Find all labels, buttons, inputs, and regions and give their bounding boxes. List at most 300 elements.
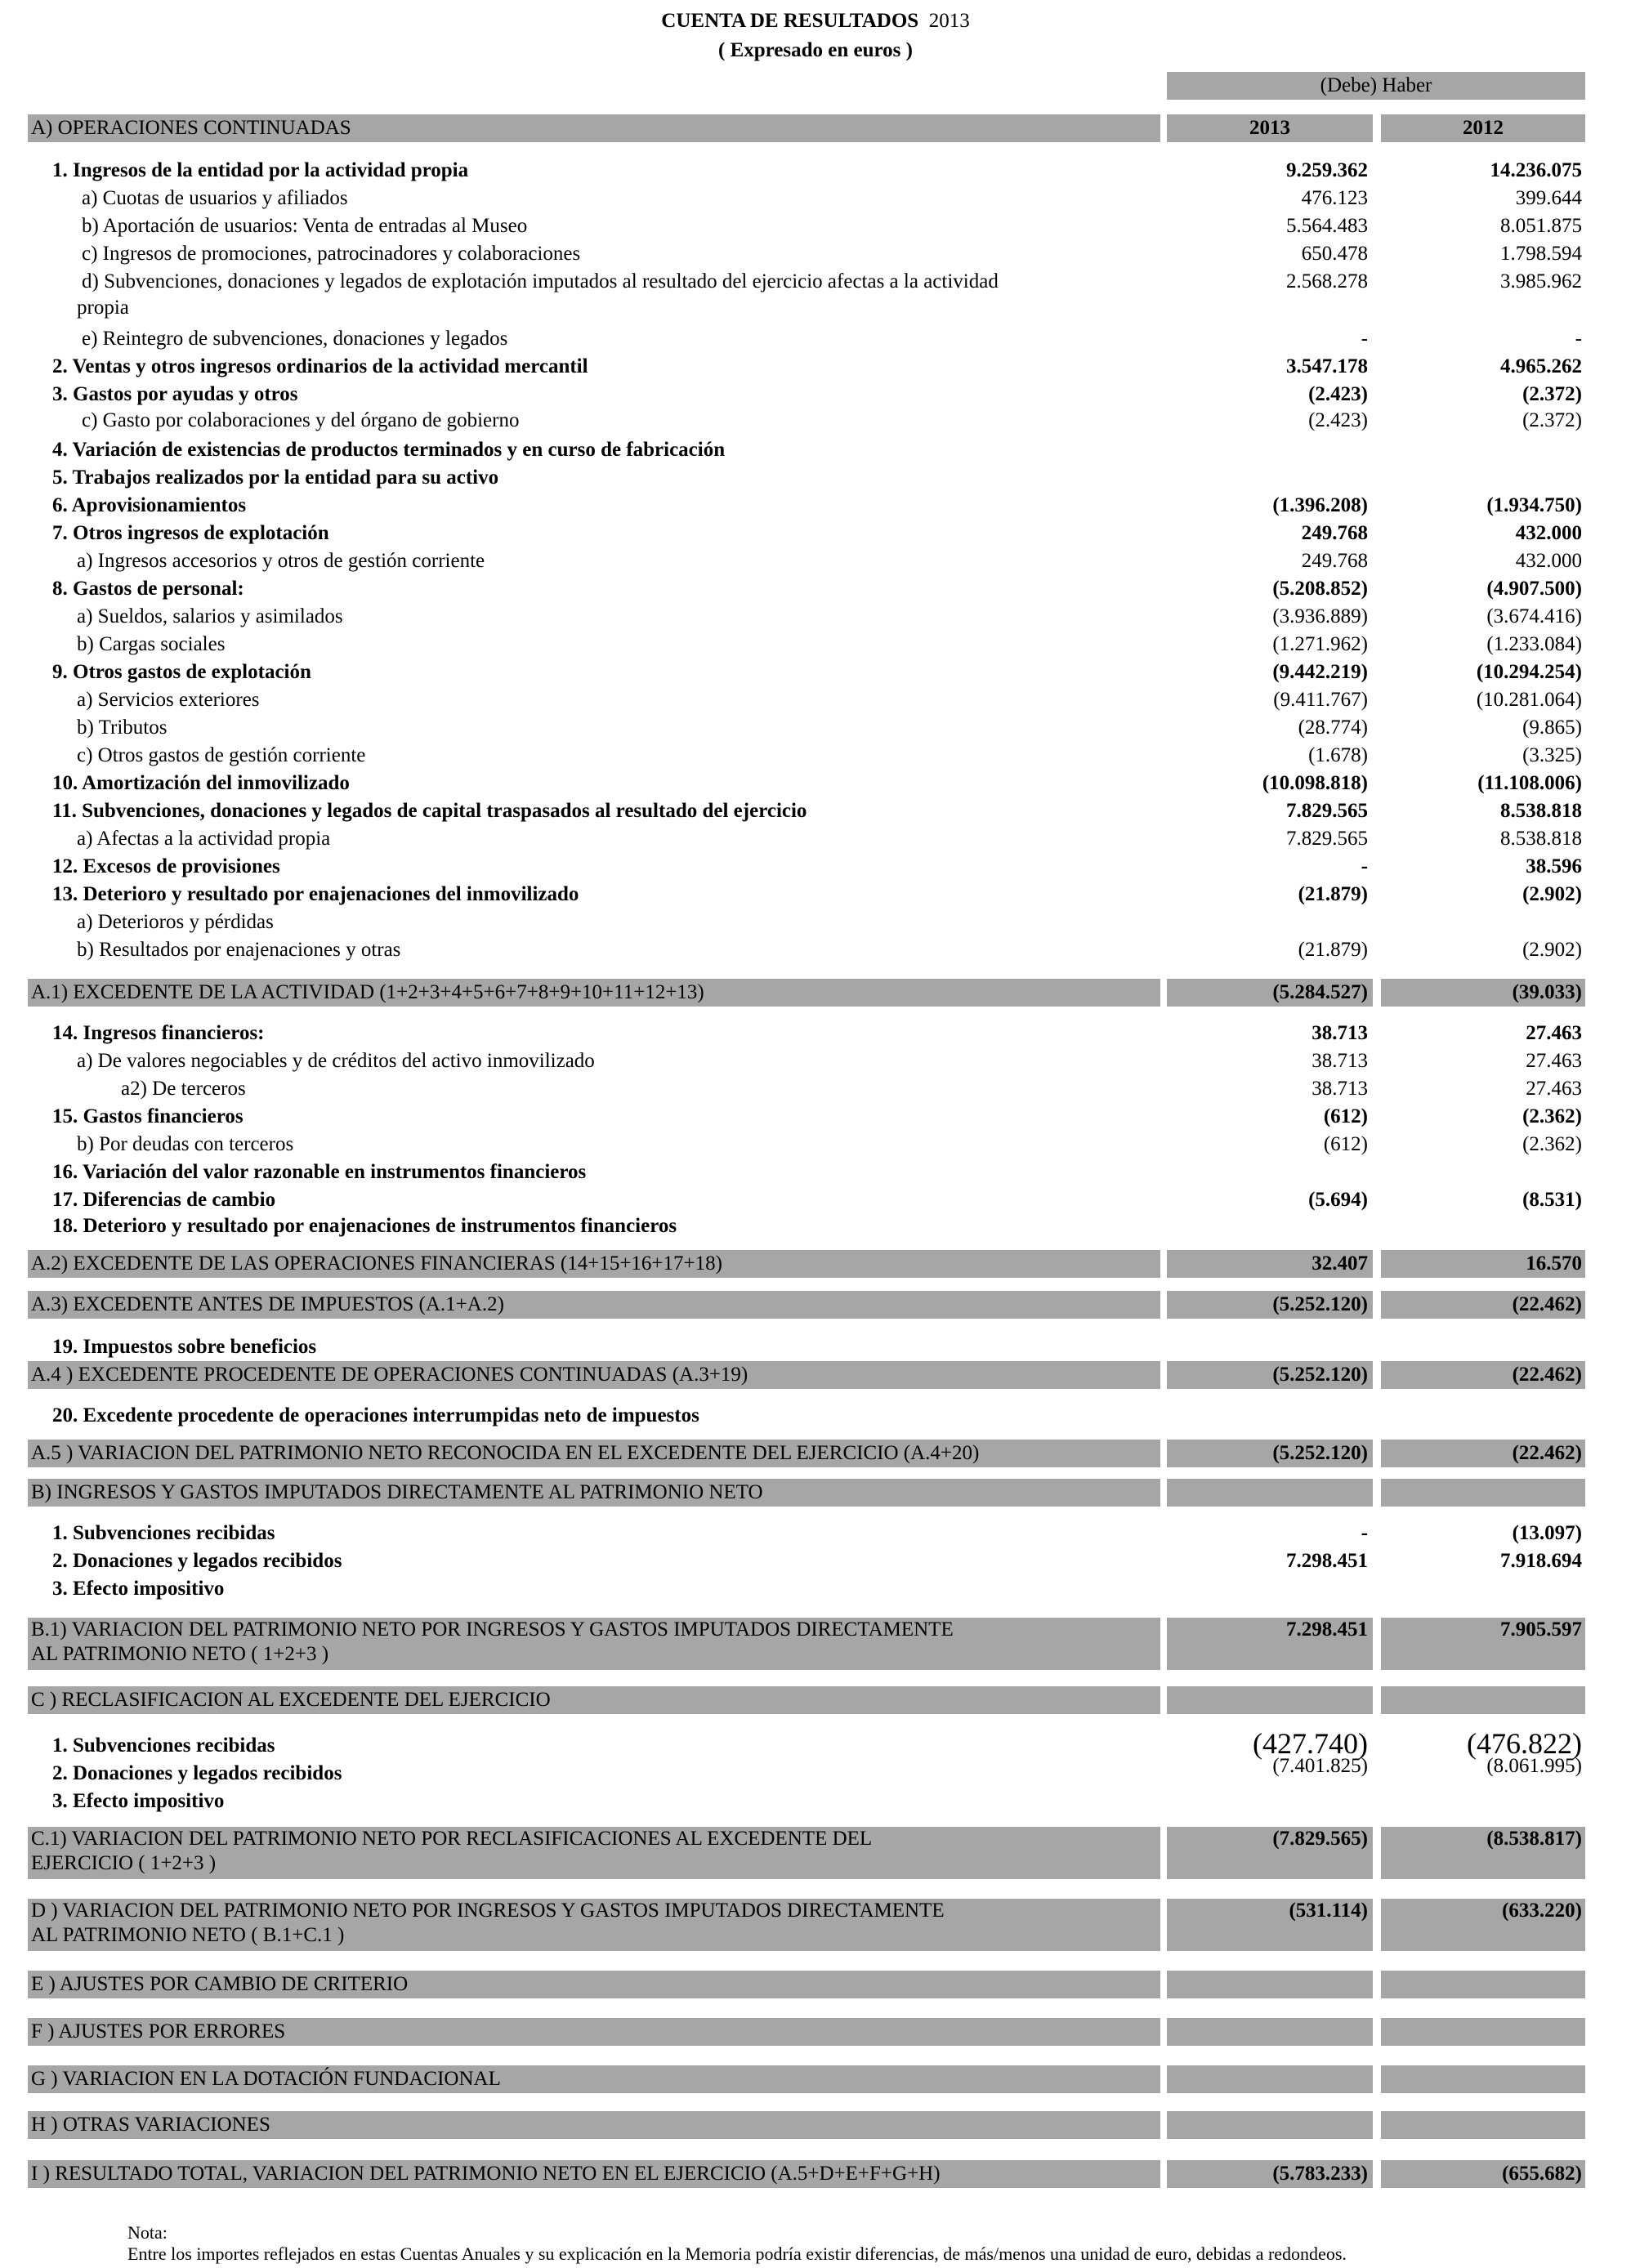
row-label: [28, 1160, 1164, 1185]
value-2013: 5.564.483: [1286, 215, 1368, 237]
value-2013: (3.936.889): [1272, 605, 1368, 627]
row-label-text: c) Otros gastos de gestión corriente: [77, 744, 366, 766]
value-2013: [1167, 1214, 1368, 1239]
row-label-text: 4. Variación de existencias de productos terminados y en curso de fabricación: [52, 439, 726, 461]
value-2013: (5.694): [1308, 1189, 1368, 1211]
value-2013: 2.568.278: [1286, 270, 1368, 292]
row-label-text: 5. Trabajos realizados por la entidad para su activo: [52, 467, 499, 489]
row-label: [28, 296, 1164, 320]
row-label-text: a) De valores negociables y de créditos del activo inmovilizado: [77, 1050, 595, 1072]
value-2012: (4.907.500): [1486, 578, 1582, 600]
row-label-text: 2. Ventas y otros ingresos ordinarios de la actividad mercantil: [52, 355, 588, 377]
row-label: [28, 438, 1164, 462]
row-label: [28, 716, 1164, 740]
table-row: [0, 716, 1631, 740]
table-row: [0, 214, 1631, 239]
note-text: Entre los importes reflejados en estas Cuentas Anuales y su explicación en la Memoria podría existir diferencias, de más/menos una unidad de euro, debidas a redondeos.: [127, 2243, 1347, 2264]
row-label: [28, 855, 1164, 879]
value-2013: [1167, 910, 1368, 935]
value-2012: (3.674.416): [1486, 605, 1582, 627]
row-label-text: B) INGRESOS Y GASTOS IMPUTADOS DIRECTAMENTE AL PATRIMONIO NETO: [31, 1481, 763, 1503]
row-label-text: b) Aportación de usuarios: Venta de entradas al Museo: [82, 215, 528, 237]
value-2012: 2012: [1381, 114, 1585, 142]
row-label: [28, 1021, 1164, 1046]
value-2013: [1167, 1479, 1373, 1507]
table-row: [0, 799, 1631, 824]
row-label-text: 7. Otros ingresos de explotación: [52, 522, 329, 544]
table-row: [0, 296, 1631, 320]
value-2012: 3.985.962: [1500, 270, 1582, 292]
report-subtitle: ( Expresado en euros ): [718, 39, 913, 61]
value-2013: [1167, 2018, 1373, 2046]
value-2013: 7.298.451: [1167, 1618, 1373, 1670]
value-2012: (10.281.064): [1476, 689, 1582, 711]
value-2013: (9.442.219): [1272, 661, 1368, 683]
value-2013: (2.423): [1308, 409, 1368, 431]
table-row: [0, 771, 1631, 796]
value-2012: (1.233.084): [1486, 633, 1582, 655]
row-label-text: H ) OTRAS VARIACIONES: [31, 2114, 270, 2136]
table-row: [0, 1188, 1631, 1212]
value-2013: [1167, 1789, 1368, 1814]
row-label-text: a) Servicios exteriores: [77, 689, 260, 711]
value-2013: -: [1361, 328, 1368, 350]
value-2013: (9.411.767): [1273, 689, 1368, 711]
table-row: [0, 1077, 1631, 1101]
row-label-text: b) Resultados por enajenaciones y otras: [77, 939, 401, 961]
value-2012: (8.531): [1522, 1189, 1582, 1211]
row-label-text: propia: [77, 297, 129, 319]
value-2013: 38.713: [1312, 1022, 1368, 1044]
row-label: [28, 521, 1164, 546]
row-label-text: B.1) VARIACION DEL PATRIMONIO NETO POR INGRESOS Y GASTOS IMPUTADOS DIRECTAMENTE: [31, 1618, 954, 1641]
row-label: [28, 979, 1160, 1007]
row-label: [28, 743, 1164, 768]
value-2013: (5.252.120): [1167, 1291, 1373, 1319]
table-row: [0, 186, 1631, 211]
value-2013: (7.401.825): [1272, 1755, 1368, 1777]
row-label: [28, 1105, 1164, 1129]
section-row: [0, 114, 1631, 142]
table-row: [0, 1404, 1631, 1428]
row-label: [28, 158, 1164, 183]
table-row: [0, 1789, 1631, 1814]
value-2012: (1.934.750): [1486, 494, 1582, 516]
row-label-text: 17. Diferencias de cambio: [52, 1189, 276, 1211]
row-label: [28, 688, 1164, 712]
value-2012: [1381, 1404, 1582, 1428]
value-2013: [1167, 1404, 1368, 1428]
value-2013: -: [1361, 1522, 1368, 1544]
table-row: [0, 270, 1631, 294]
value-2012: 8.538.818: [1500, 800, 1582, 822]
value-2013: 38.713: [1312, 1050, 1368, 1072]
row-label: [28, 466, 1164, 490]
value-2013: [1167, 2111, 1373, 2139]
table-row: [0, 438, 1631, 462]
section-row: [0, 1291, 1631, 1319]
value-2012: [1381, 1160, 1582, 1185]
value-2012: [1381, 1214, 1582, 1239]
value-2013: 7.829.565: [1286, 828, 1368, 850]
row-label: [28, 1577, 1164, 1601]
section-row: [0, 2065, 1631, 2093]
value-2012: (2.372): [1522, 383, 1582, 405]
value-2012: [1381, 1479, 1585, 1507]
table-row: [0, 1727, 1631, 1760]
value-2012: 7.905.597: [1381, 1618, 1585, 1670]
value-2012: (10.294.254): [1476, 661, 1582, 683]
row-label-text: 1. Subvenciones recibidas: [52, 1522, 275, 1544]
value-2012: [1381, 1686, 1585, 1714]
value-2013: (5.208.852): [1272, 578, 1368, 600]
section-row: [0, 979, 1631, 1007]
row-label: [28, 1361, 1160, 1389]
row-label-text: A) OPERACIONES CONTINUADAS: [31, 117, 351, 139]
row-label: [28, 1827, 1160, 1879]
value-2013: [1167, 1577, 1368, 1601]
row-label: [28, 632, 1164, 657]
section-row: [0, 1827, 1631, 1879]
table-row: [0, 158, 1631, 183]
value-2013: 7.298.451: [1286, 1550, 1368, 1572]
row-label-text: 2. Donaciones y legados recibidos: [52, 1762, 342, 1784]
row-label-text: 3. Gastos por ayudas y otros: [52, 383, 298, 405]
row-label-text: 1. Subvenciones recibidas: [52, 1734, 275, 1757]
table-row: [0, 1105, 1631, 1129]
row-label-text: c) Gasto por colaboraciones y del órgano de gobierno: [82, 409, 520, 431]
row-label-text: A.4 ) EXCEDENTE PROCEDENTE DE OPERACIONES CONTINUADAS (A.3+19): [31, 1364, 748, 1386]
row-label: [28, 1686, 1160, 1714]
table-row: [0, 882, 1631, 907]
section-row: [0, 2160, 1631, 2188]
section-row: [0, 1686, 1631, 1714]
row-label: [28, 214, 1164, 239]
value-2013: (5.252.120): [1167, 1440, 1373, 1467]
value-2012: (9.865): [1522, 717, 1582, 739]
value-2012: 38.596: [1526, 855, 1582, 877]
value-2012: 27.463: [1526, 1022, 1582, 1044]
report-year: 2013: [928, 10, 970, 32]
value-2012: (13.097): [1512, 1522, 1582, 1544]
table-row: [0, 355, 1631, 379]
row-label-text: I ) RESULTADO TOTAL, VARIACION DEL PATRIMONIO NETO EN EL EJERCICIO (A.5+D+E+F+G+H): [31, 2163, 941, 2185]
row-label: [28, 1440, 1160, 1467]
row-label-text: C ) RECLASIFICACION AL EXCEDENTE DEL EJERCICIO: [31, 1689, 551, 1711]
row-label-text: F ) AJUSTES POR ERRORES: [31, 2020, 286, 2043]
row-label-text: a) Sueldos, salarios y asimilados: [77, 605, 343, 627]
value-2013: (7.829.565): [1167, 1827, 1373, 1879]
row-label: [28, 1549, 1164, 1574]
value-2013: (28.774): [1298, 717, 1368, 739]
value-2012: (2.362): [1522, 1105, 1582, 1127]
row-label-text: a) Ingresos accesorios y otros de gestión corriente: [77, 550, 485, 572]
value-2012: (2.372): [1522, 409, 1582, 431]
row-label: [28, 2065, 1160, 2093]
value-2012: (3.325): [1522, 744, 1582, 766]
row-label-text: 9. Otros gastos de explotación: [52, 661, 311, 683]
value-2012: [1381, 438, 1582, 462]
value-2012: 432.000: [1515, 522, 1582, 544]
row-label-text: 19. Impuestos sobre beneficios: [52, 1336, 317, 1358]
value-2012: [1381, 296, 1582, 320]
row-label: [28, 660, 1164, 685]
value-2013: (612): [1323, 1105, 1368, 1127]
table-row: [0, 1160, 1631, 1185]
table-row: [0, 493, 1631, 518]
table-row: [0, 605, 1631, 629]
value-2013: (5.252.120): [1167, 1361, 1373, 1389]
table-row: [0, 549, 1631, 574]
row-label-text: A.2) EXCEDENTE DE LAS OPERACIONES FINANCIERAS (14+15+16+17+18): [31, 1252, 722, 1275]
value-2013: [1167, 2065, 1373, 2093]
row-label: [28, 355, 1164, 379]
value-2012: [1381, 1971, 1585, 1998]
value-2013: (1.271.962): [1272, 633, 1368, 655]
table-row: [0, 1577, 1631, 1601]
value-2013: (2.423): [1308, 383, 1368, 405]
debe-haber-header: (Debe) Haber: [1167, 72, 1585, 100]
value-2012: [1381, 1335, 1582, 1359]
table-row: [0, 688, 1631, 712]
row-label-text: 3. Efecto impositivo: [52, 1790, 225, 1812]
row-label-text-cont: AL PATRIMONIO NETO ( B.1+C.1 ): [31, 1924, 345, 1946]
value-2013: 9.259.362: [1286, 159, 1368, 181]
row-label: [28, 1214, 1164, 1239]
value-2012: (633.220): [1381, 1899, 1585, 1951]
value-2013: 2013: [1167, 114, 1373, 142]
row-label-text: 6. Aprovisionamientos: [52, 494, 247, 516]
value-2012: (655.682): [1381, 2160, 1585, 2188]
table-row: [0, 521, 1631, 546]
value-2013: (1.678): [1308, 744, 1368, 766]
row-label: [28, 1404, 1164, 1428]
value-2013: -: [1361, 855, 1368, 877]
section-row: [0, 1440, 1631, 1467]
row-label-text: 13. Deterioro y resultado por enajenaciones del inmovilizado: [52, 883, 579, 905]
value-2013: (1.396.208): [1272, 494, 1368, 516]
row-label: [28, 882, 1164, 907]
value-2012: 7.918.694: [1500, 1550, 1582, 1572]
section-row: [0, 1971, 1631, 1998]
section-row: [0, 1250, 1631, 1278]
table-row: [0, 1335, 1631, 1359]
value-2013: (21.879): [1298, 883, 1368, 905]
note-heading: Nota:: [127, 2222, 168, 2243]
row-label: [28, 1899, 1160, 1951]
value-2013: 650.478: [1301, 243, 1368, 265]
section-row: [0, 2018, 1631, 2046]
value-2013: [1167, 1971, 1373, 1998]
value-2013: [1167, 438, 1368, 462]
row-label: [28, 2018, 1160, 2046]
row-label-text: 15. Gastos financieros: [52, 1105, 244, 1127]
table-row: [0, 1521, 1631, 1546]
row-label-text: 1. Ingresos de la entidad por la actividad propia: [52, 159, 469, 181]
section-row: [0, 1361, 1631, 1389]
table-row: [0, 1214, 1631, 1239]
value-2013: 249.768: [1301, 550, 1368, 572]
value-2012: (2.362): [1522, 1133, 1582, 1155]
value-2012: (2.902): [1522, 939, 1582, 961]
row-label: [28, 270, 1164, 294]
value-2013: 32.407: [1167, 1250, 1373, 1278]
value-2013: 249.768: [1301, 522, 1368, 544]
value-2012: 27.463: [1526, 1050, 1582, 1072]
table-row: [0, 632, 1631, 657]
row-label: [28, 910, 1164, 935]
row-label: [28, 1049, 1164, 1074]
row-label: [28, 1077, 1164, 1101]
table-row: [0, 577, 1631, 601]
value-2012: 27.463: [1526, 1078, 1582, 1100]
value-2012: (476.822): [1467, 1727, 1582, 1760]
value-2012: (8.538.817): [1381, 1827, 1585, 1879]
row-label-text: 16. Variación del valor razonable en instrumentos financieros: [52, 1161, 587, 1183]
value-2012: -: [1575, 328, 1582, 350]
row-label: [28, 771, 1164, 796]
value-2012: (22.462): [1381, 1440, 1585, 1467]
value-2012: 1.798.594: [1500, 243, 1582, 265]
value-2013: (5.284.527): [1167, 979, 1373, 1007]
value-2013: 7.829.565: [1286, 800, 1368, 822]
table-row: [0, 1021, 1631, 1046]
row-label: [28, 1132, 1164, 1157]
row-label-text: A.5 ) VARIACION DEL PATRIMONIO NETO RECONOCIDA EN EL EXCEDENTE DEL EJERCICIO (A.4+20): [31, 1442, 980, 1464]
value-2012: [1381, 1789, 1582, 1814]
row-label-text: a) Afectas a la actividad propia: [77, 828, 331, 850]
table-row: [0, 855, 1631, 879]
table-row: [0, 1549, 1631, 1574]
row-label: [28, 2111, 1160, 2139]
table-row: [0, 409, 1631, 433]
row-label-text: a) Cuotas de usuarios y afiliados: [82, 187, 348, 209]
row-label-text: 2. Donaciones y legados recibidos: [52, 1550, 342, 1572]
row-label-text: e) Reintegro de subvenciones, donaciones y legados: [82, 328, 508, 350]
row-label-text: 14. Ingresos financieros:: [52, 1022, 265, 1044]
value-2012: [1381, 2065, 1585, 2093]
table-row: [0, 1755, 1631, 1786]
value-2012: (11.108.006): [1477, 772, 1582, 794]
value-2013: [1167, 1160, 1368, 1185]
section-row: [0, 1618, 1631, 1670]
value-2012: 4.965.262: [1500, 355, 1582, 377]
row-label-text: 18. Deterioro y resultado por enajenaciones de instrumentos financieros: [52, 1215, 677, 1237]
row-label: [28, 1250, 1160, 1278]
value-2012: [1381, 2018, 1585, 2046]
value-2013: (5.783.233): [1167, 2160, 1373, 2188]
row-label-text: a) Deterioros y pérdidas: [77, 911, 274, 933]
table-row: [0, 910, 1631, 935]
value-2012: (22.462): [1381, 1291, 1585, 1319]
row-label: [28, 1971, 1160, 1998]
row-label: [28, 327, 1164, 351]
section-row: [0, 1479, 1631, 1507]
row-label: [28, 1521, 1164, 1546]
row-label: [28, 1291, 1160, 1319]
row-label-text: 3. Efecto impositivo: [52, 1578, 225, 1600]
row-label-text-cont: EJERCICIO ( 1+2+3 ): [31, 1852, 217, 1874]
row-label: [28, 242, 1164, 266]
row-label-text: G ) VARIACION EN LA DOTACIÓN FUNDACIONAL: [31, 2068, 501, 2090]
row-label-text: b) Por deudas con terceros: [77, 1133, 294, 1155]
row-label-text: E ) AJUSTES POR CAMBIO DE CRITERIO: [31, 1973, 409, 1995]
value-2013: (10.098.818): [1262, 772, 1368, 794]
row-label: [28, 186, 1164, 211]
table-row: [0, 1049, 1631, 1074]
row-label-text: a2) De terceros: [121, 1078, 246, 1100]
section-row: [0, 1899, 1631, 1951]
row-label: [28, 1734, 1164, 1758]
row-label-text: d) Subvenciones, donaciones y legados de explotación imputados al resultado del ejercicio afectas a la actividad: [82, 270, 999, 292]
row-label-text: 12. Excesos de provisiones: [52, 855, 280, 877]
table-row: [0, 660, 1631, 685]
value-2012: (39.033): [1381, 979, 1585, 1007]
section-row: [0, 2111, 1631, 2139]
table-row: [0, 466, 1631, 490]
value-2013: 476.123: [1301, 187, 1368, 209]
row-label: [28, 1335, 1164, 1359]
value-2013: [1167, 1335, 1368, 1359]
row-label: [28, 1188, 1164, 1212]
value-2012: [1381, 910, 1582, 935]
value-2013: (427.740): [1253, 1727, 1368, 1760]
row-label-text: A.3) EXCEDENTE ANTES DE IMPUESTOS (A.1+A.2): [31, 1293, 504, 1315]
value-2013: (531.114): [1167, 1899, 1373, 1951]
table-row: [0, 242, 1631, 266]
value-2012: 8.051.875: [1500, 215, 1582, 237]
value-2012: (22.462): [1381, 1361, 1585, 1389]
value-2012: 8.538.818: [1500, 828, 1582, 850]
row-label-text: C.1) VARIACION DEL PATRIMONIO NETO POR RECLASIFICACIONES AL EXCEDENTE DEL: [31, 1828, 873, 1850]
value-2012: [1381, 2111, 1585, 2139]
value-2013: 3.547.178: [1286, 355, 1368, 377]
value-2013: (21.879): [1298, 939, 1368, 961]
row-label-text: b) Cargas sociales: [77, 633, 226, 655]
row-label-text: 10. Amortización del inmovilizado: [52, 772, 350, 794]
row-label: [28, 799, 1164, 824]
value-2013: 38.713: [1312, 1078, 1368, 1100]
value-2012: 16.570: [1381, 1250, 1585, 1278]
table-row: [0, 743, 1631, 768]
value-2012: 399.644: [1515, 187, 1582, 209]
value-2013: [1167, 466, 1368, 490]
value-2013: (612): [1323, 1133, 1368, 1155]
value-2012: [1381, 1577, 1582, 1601]
value-2012: [1381, 466, 1582, 490]
row-label-text: D ) VARIACION DEL PATRIMONIO NETO POR INGRESOS Y GASTOS IMPUTADOS DIRECTAMENTE: [31, 1900, 945, 1922]
row-label-text-cont: AL PATRIMONIO NETO ( 1+2+3 ): [31, 1643, 329, 1665]
row-label: [28, 938, 1164, 962]
row-label-text: 8. Gastos de personal:: [52, 578, 244, 600]
row-label: [28, 493, 1164, 518]
value-2012: (2.902): [1522, 883, 1582, 905]
row-label: [28, 549, 1164, 574]
value-2013: [1167, 1686, 1373, 1714]
row-label-text: 11. Subvenciones, donaciones y legados de capital traspasados al resultado del ejercicio: [52, 800, 807, 822]
value-2012: (8.061.995): [1486, 1755, 1582, 1777]
row-label: [28, 2160, 1160, 2188]
table-row: [0, 1132, 1631, 1157]
table-row: [0, 827, 1631, 851]
row-label: [28, 577, 1164, 601]
row-label-text: 20. Excedente procedente de operaciones interrumpidas neto de impuestos: [52, 1404, 699, 1426]
row-label: [28, 827, 1164, 851]
row-label: [28, 605, 1164, 629]
table-row: [0, 327, 1631, 351]
row-label: [28, 1479, 1160, 1507]
value-2012: 432.000: [1515, 550, 1582, 572]
